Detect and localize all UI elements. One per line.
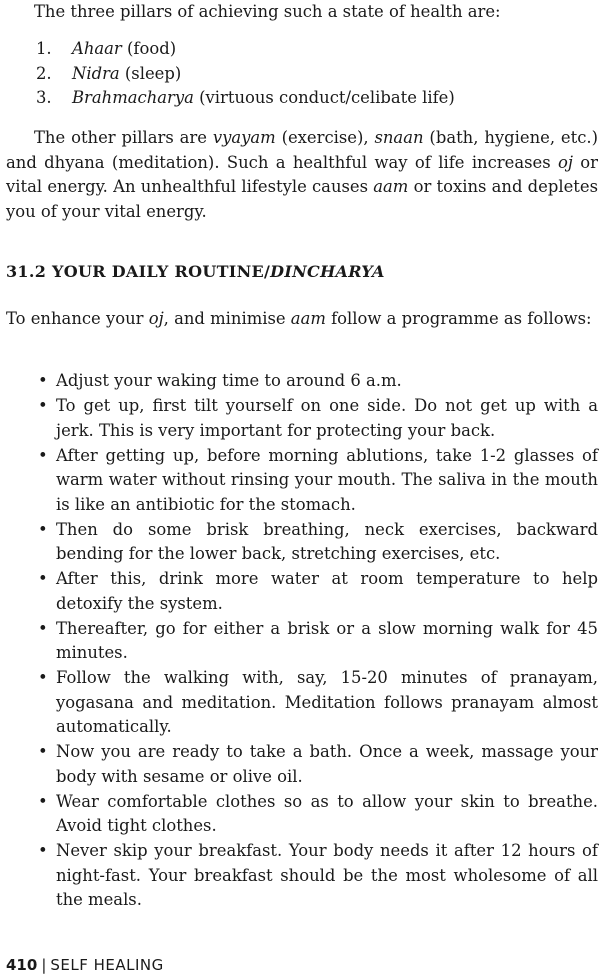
pillar-item — [36, 62, 455, 87]
term-snaan: snaan — [374, 128, 424, 147]
section-heading-title: 31.2 YOUR DAILY ROUTINE/ — [6, 262, 271, 281]
bullet-icon: • — [38, 791, 48, 811]
routine-item — [36, 740, 598, 789]
text-run: To enhance your — [6, 309, 149, 328]
term-oj: oj — [148, 309, 164, 328]
routine-text: Never skip your breakfast. Your body needs it after 12 hours of night-fast. Your breakfast should be the most wholesome of all the meals. — [56, 841, 598, 909]
bullet-icon: • — [38, 618, 48, 638]
text-run: or toxins and depletes you of your vital energy. — [6, 177, 598, 221]
enhance-paragraph — [6, 307, 598, 332]
text-run: (exercise), — [275, 128, 375, 147]
pillar-gloss: (virtuous conduct/celibate life) — [199, 88, 455, 107]
pillar-term: Brahmacharya — [72, 88, 194, 107]
pillar-gloss: (food) — [127, 39, 177, 58]
pillars-list — [36, 37, 455, 111]
section-heading — [6, 260, 385, 284]
routine-text: Then do some brisk breathing, neck exercises, backward bending for the lower back, stretching exercises, etc. — [56, 519, 598, 563]
routine-text: To get up, first tilt yourself on one side. Do not get up with a jerk. This is very important for protecting your back. — [56, 396, 598, 440]
page-number: 410 — [6, 956, 38, 974]
pillar-term: Nidra — [72, 63, 120, 83]
routine-text: Adjust your waking time to around 6 a.m. — [56, 371, 402, 390]
daily-routine-list — [36, 369, 598, 913]
pillar-item — [36, 86, 455, 111]
routine-text: Follow the walking with, say, 15-20 minutes of pranayam, yogasana and meditation. Meditation follows pranayam almost automatically. — [56, 668, 598, 736]
bullet-icon: • — [38, 396, 48, 415]
pillar-term: Ahaar — [72, 39, 122, 58]
routine-text: Thereafter, go for either a brisk or a slow morning walk for 45 minutes. — [56, 618, 598, 662]
routine-item — [36, 369, 598, 394]
pillar-item — [36, 37, 455, 62]
text-run: (bath, hygiene, etc.) and dhyana (meditation). Such a healthful way of life increases — [6, 128, 598, 172]
text-run: or vital energy. An unhealthful lifestyle causes — [6, 152, 598, 196]
routine-item — [36, 790, 598, 839]
routine-item — [36, 617, 598, 666]
bullet-icon: • — [38, 742, 48, 761]
other-pillars-paragraph — [6, 126, 598, 224]
page-footer — [6, 955, 164, 975]
routine-item — [36, 839, 598, 913]
routine-text: After getting up, before morning ablutions, take 1-2 glasses of warm water without rinsing your mouth. The saliva in the mouth is like an antibiotic for the stomach. — [56, 445, 598, 514]
pillar-number: 3. — [36, 88, 52, 107]
routine-text: Now you are ready to take a bath. Once a week, massage your body with sesame or olive oil. — [56, 742, 598, 786]
bullet-icon: • — [38, 371, 48, 390]
bullet-icon: • — [38, 519, 48, 539]
text-run: , and minimise — [163, 309, 291, 328]
routine-item — [36, 666, 598, 740]
pillar-gloss: (sleep) — [124, 63, 182, 83]
bullet-icon: • — [38, 668, 48, 687]
routine-item — [36, 567, 598, 616]
pillar-number: 1. — [36, 39, 52, 58]
term-oj: oj — [557, 152, 573, 172]
term-aam: aam — [290, 309, 326, 328]
pillar-number: 2. — [36, 63, 52, 83]
footer-separator: | — [41, 956, 47, 974]
bullet-icon: • — [38, 841, 48, 860]
text-run: The other pillars are — [34, 128, 213, 147]
intro-paragraph: The three pillars of achieving such a state of health are: — [34, 2, 501, 21]
section-heading-italic: DINCHARYA — [270, 262, 385, 281]
term-aam: aam — [373, 177, 409, 196]
routine-text: Wear comfortable clothes so as to allow your skin to breathe. Avoid tight clothes. — [56, 791, 598, 835]
running-title: SELF HEALING — [50, 956, 164, 974]
routine-item — [36, 518, 598, 567]
text-run: follow a programme as follows: — [325, 309, 592, 328]
routine-item — [36, 444, 598, 518]
routine-text: After this, drink more water at room temperature to help detoxify the system. — [56, 569, 598, 613]
bullet-icon: • — [38, 445, 48, 465]
term-vyayam: vyayam — [212, 128, 276, 147]
routine-item — [36, 394, 598, 443]
bullet-icon: • — [38, 569, 48, 588]
